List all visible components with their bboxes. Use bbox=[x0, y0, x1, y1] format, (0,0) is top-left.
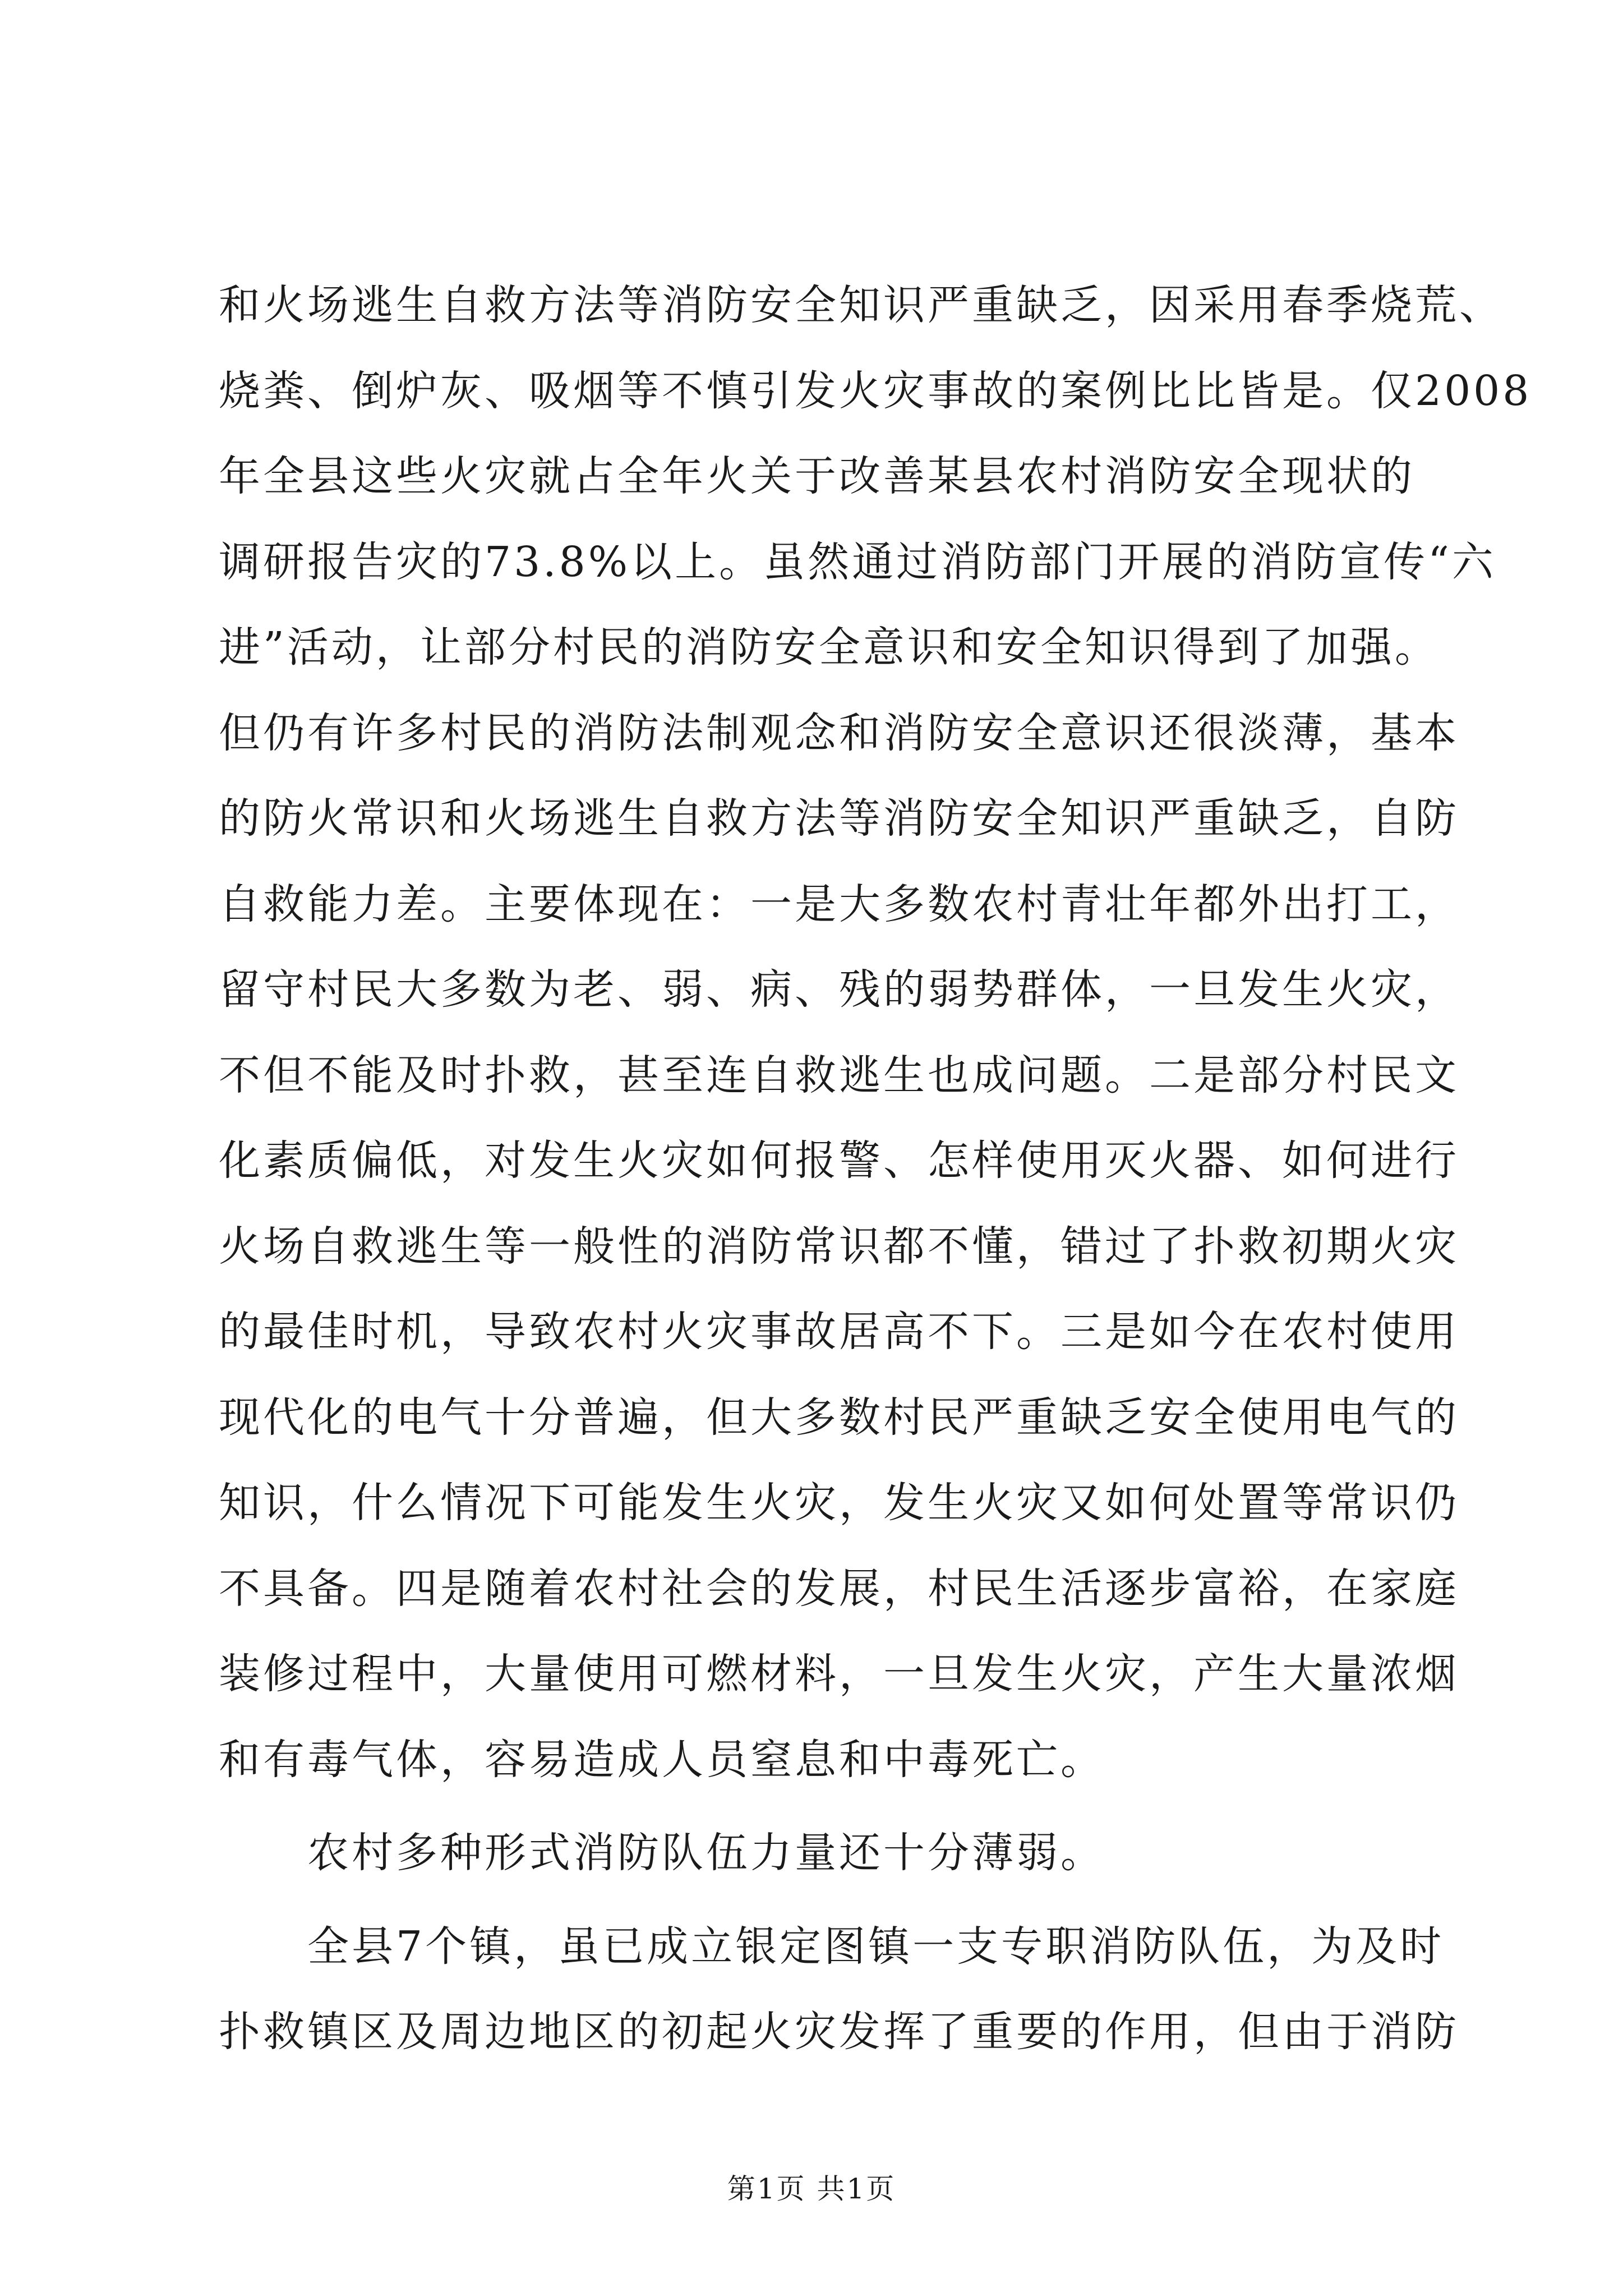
text-line: 留守村民大多数为老、弱、病、残的弱势群体，一旦发生火灾， bbox=[219, 965, 1459, 1014]
text-line: 进”活动，让部分村民的消防安全意识和安全知识得到了加强。 bbox=[219, 623, 1439, 671]
text-line: 火场自救逃生等一般性的消防常识都不懂，错过了扑救初期火灾 bbox=[219, 1222, 1459, 1271]
text-line: 和火场逃生自救方法等消防安全知识严重缺乏，因采用春季烧荒、 bbox=[219, 281, 1504, 329]
text-line: 自救能力差。主要体现在：一是大多数农村青壮年都外出打工， bbox=[219, 880, 1459, 928]
text-line: 现代化的电气十分普遍，但大多数村民严重缺乏安全使用电气的 bbox=[219, 1393, 1459, 1442]
text-line: 年全县这些火灾就占全年火关于改善某县农村消防安全现状的 bbox=[219, 452, 1415, 500]
text-line: 装修过程中，大量使用可燃材料，一旦发生火灾，产生大量浓烟 bbox=[219, 1650, 1459, 1698]
text-line: 化素质偏低，对发生火灾如何报警、怎样使用灭火器、如何进行 bbox=[219, 1137, 1459, 1185]
text-line: 烧粪、倒炉灰、吸烟等不慎引发火灾事故的案例比比皆是。仅2008 bbox=[219, 366, 1532, 415]
text-line: 扑救镇区及周边地区的初起火灾发挥了重要的作用，但由于消防 bbox=[219, 2008, 1459, 2056]
text-line: 知识，什么情况下可能发生火灾，发生火灾又如何处置等常识仍 bbox=[219, 1479, 1459, 1527]
text-line: 调研报告灾的73.8%以上。虽然通过消防部门开展的消防宣传“六 bbox=[219, 537, 1496, 586]
text-line: 不具备。四是随着农村社会的发展，村民生活逐步富裕，在家庭 bbox=[219, 1564, 1459, 1613]
body-text bbox=[219, 263, 1532, 2075]
text-line: 和有毒气体，容易造成人员窒息和中毒死亡。 bbox=[219, 1735, 1105, 1784]
section-heading: 农村多种形式消防队伍力量还十分薄弱。 bbox=[307, 1829, 1105, 1877]
text-line: 全县7个镇，虽已成立银定图镇一支专职消防队伍，为及时 bbox=[307, 1922, 1445, 1971]
page-footer: 第1页 共1页 bbox=[727, 2173, 896, 2205]
text-line: 但仍有许多村民的消防法制观念和消防安全意识还很淡薄，基本 bbox=[219, 708, 1459, 757]
text-line: 的防火常识和火场逃生自救方法等消防安全知识严重缺乏，自防 bbox=[219, 794, 1459, 843]
text-line: 的最佳时机，导致农村火灾事故居高不下。三是如今在农村使用 bbox=[219, 1308, 1459, 1356]
text-line: 不但不能及时扑救，甚至连自救逃生也成问题。二是部分村民文 bbox=[219, 1051, 1459, 1099]
